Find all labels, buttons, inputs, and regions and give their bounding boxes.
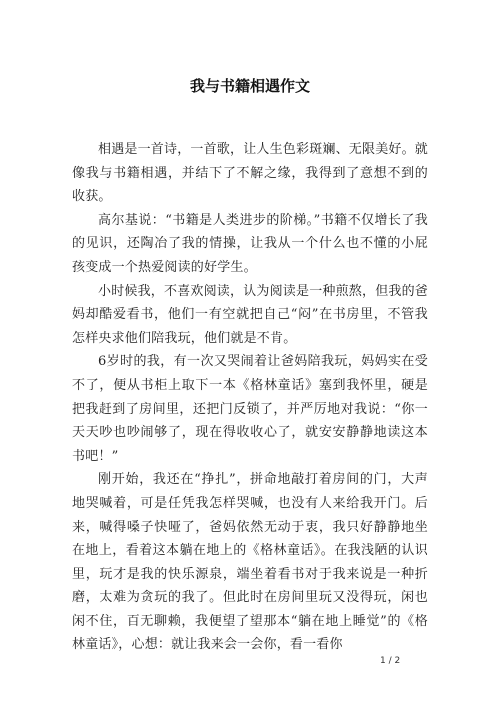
paragraph: 6岁时的我，有一次又哭闹着让爸妈陪我玩，妈妈实在受不了，便从书柜上取下一本《格林童话》塞到我怀里，硬是把我赶到了房间里，还把门反锁了，并严厉地对我说：“你一天天吵也吵闹够了，现在得收收心了，就安安静静地读这本书吧！”: [72, 354, 428, 464]
paragraph: 相遇是一首诗，一首歌，让人生色彩斑斓、无限美好。就像我与书籍相遇，并结下了不解之缘，我得到了意想不到的收获。: [72, 142, 429, 205]
document-title: 我与书籍相遇作文: [189, 77, 310, 95]
paragraph: 高尔基说：“书籍是人类进步的阶梯。”书籍不仅增长了我的见识，还陶冶了我的情操，让我从一个什么也不懂的小屁孩变成一个热爱阅读的好学生。: [72, 212, 428, 275]
paragraph: 小时候我，不喜欢阅读，认为阅读是一种煎熬，但我的爸妈却酷爱看书，他们一有空就把自己“闷”在书房里，不管我怎样央求他们陪我玩，他们就是不肯。: [72, 283, 429, 346]
page-number: 1 / 2: [380, 656, 401, 666]
document-body: [72, 138, 428, 657]
paragraph: 刚开始，我还在“挣扎”，拼命地敲打着房间的门，大声地哭喊着，可是任凭我怎样哭喊，也没有人来给我开门。后来，喊得嗓子快哑了，爸妈依然无动于衷，我只好静静地坐在地上，看着这本躺在地上的《格林童话》。在我浅陋的认识里，玩才是我的快乐源泉，端坐着看书对于我来说是一种折磨，太难为贪玩的我了。但此时在房间里玩又没得玩，闲也闲不住，百无聊赖，我便望了望那本“躺在地上睡觉”的《格林童话》，心想：就让我来会一会你，看一看你: [72, 472, 428, 653]
